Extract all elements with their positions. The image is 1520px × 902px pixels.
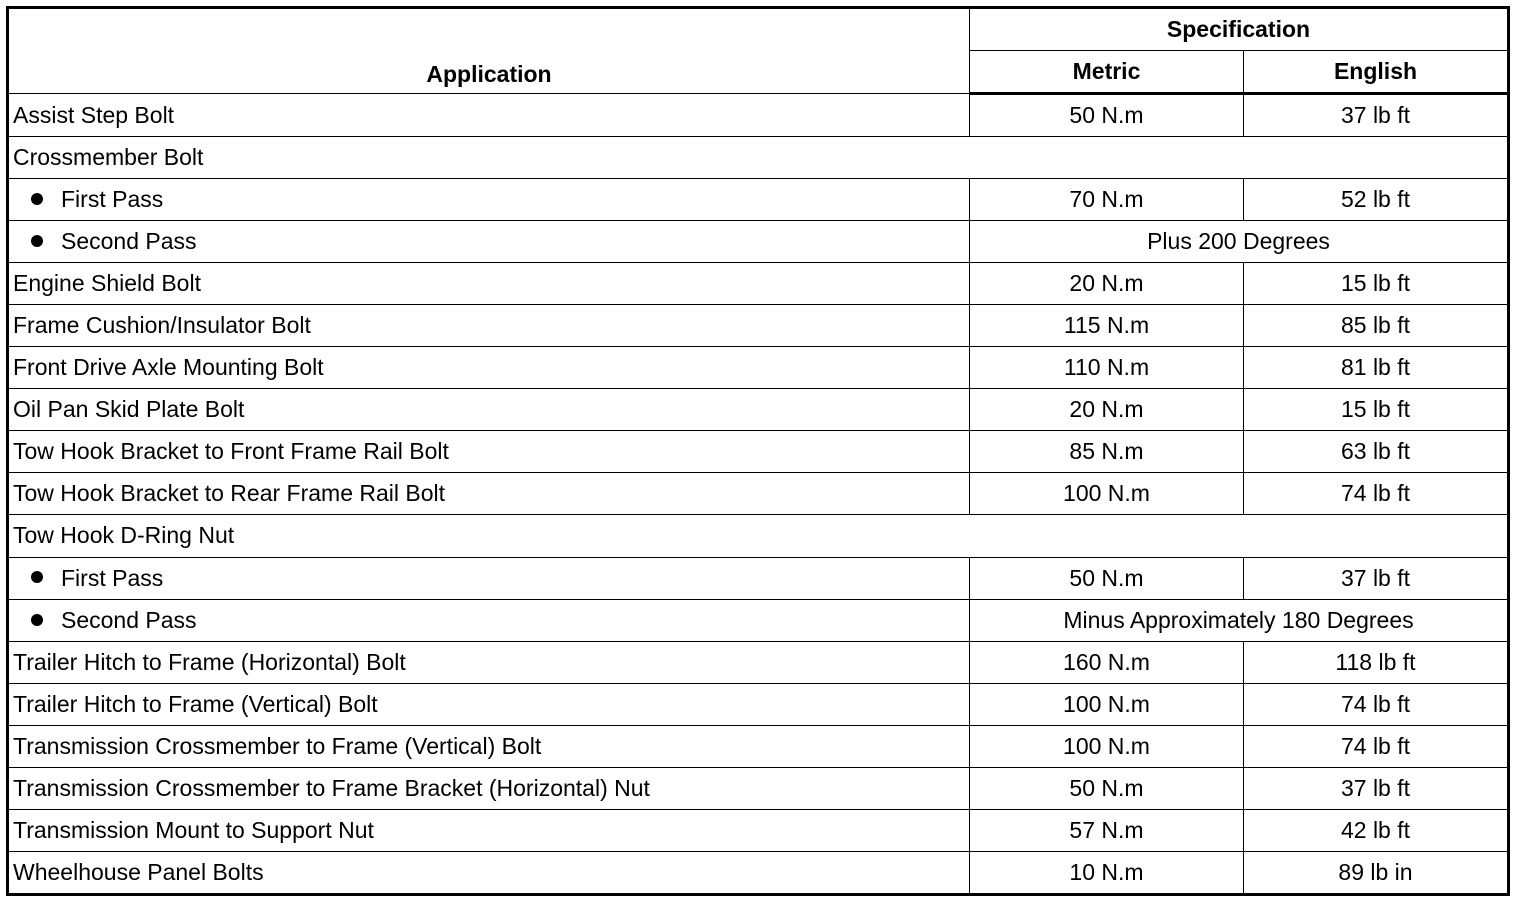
table-row bbox=[8, 725, 1509, 767]
application-cell bbox=[8, 515, 1509, 557]
application-cell bbox=[8, 263, 970, 305]
bullet-icon bbox=[31, 571, 43, 583]
metric-cell: 100 N.m bbox=[970, 683, 1244, 725]
english-cell: 42 lb ft bbox=[1244, 809, 1509, 851]
application-cell bbox=[8, 179, 970, 221]
english-cell: 15 lb ft bbox=[1244, 389, 1509, 431]
table-group-row bbox=[8, 137, 1509, 179]
table-row bbox=[8, 641, 1509, 683]
table-row bbox=[8, 683, 1509, 725]
specification-cell: Plus 200 Degrees bbox=[970, 221, 1509, 263]
table-row bbox=[8, 473, 1509, 515]
english-cell: 15 lb ft bbox=[1244, 263, 1509, 305]
english-cell: 81 lb ft bbox=[1244, 347, 1509, 389]
application-label: Second Pass bbox=[61, 606, 197, 633]
bullet-icon bbox=[31, 235, 43, 247]
table-row bbox=[8, 431, 1509, 473]
application-label: Second Pass bbox=[61, 228, 197, 255]
application-cell bbox=[8, 137, 1509, 179]
specification-column-header: Specification bbox=[970, 8, 1509, 51]
english-cell: 74 lb ft bbox=[1244, 725, 1509, 767]
metric-cell: 57 N.m bbox=[970, 809, 1244, 851]
application-label: First Pass bbox=[61, 564, 164, 591]
application-cell bbox=[8, 641, 970, 683]
table-row bbox=[8, 767, 1509, 809]
table-sub-row bbox=[8, 221, 1509, 263]
english-cell: 85 lb ft bbox=[1244, 305, 1509, 347]
application-cell bbox=[8, 557, 970, 599]
table-body bbox=[8, 94, 1509, 895]
metric-cell: 85 N.m bbox=[970, 431, 1244, 473]
bullet-icon bbox=[31, 614, 43, 626]
specification-cell: Minus Approximately 180 Degrees bbox=[970, 599, 1509, 641]
application-label: Engine Shield Bolt bbox=[13, 270, 201, 297]
application-label: Oil Pan Skid Plate Bolt bbox=[13, 396, 245, 423]
metric-cell: 100 N.m bbox=[970, 473, 1244, 515]
metric-cell: 50 N.m bbox=[970, 557, 1244, 599]
english-cell: 52 lb ft bbox=[1244, 179, 1509, 221]
application-cell bbox=[8, 305, 970, 347]
table-row bbox=[8, 851, 1509, 894]
application-cell bbox=[8, 347, 970, 389]
metric-cell: 110 N.m bbox=[970, 347, 1244, 389]
application-cell bbox=[8, 431, 970, 473]
english-cell: 37 lb ft bbox=[1244, 767, 1509, 809]
english-cell: 74 lb ft bbox=[1244, 473, 1509, 515]
application-cell bbox=[8, 389, 970, 431]
metric-cell: 160 N.m bbox=[970, 641, 1244, 683]
application-label: Assist Step Bolt bbox=[13, 101, 175, 128]
application-label: Wheelhouse Panel Bolts bbox=[13, 858, 264, 885]
metric-cell: 115 N.m bbox=[970, 305, 1244, 347]
metric-cell: 20 N.m bbox=[970, 389, 1244, 431]
english-column-header: English bbox=[1244, 51, 1509, 94]
english-cell: 89 lb in bbox=[1244, 851, 1509, 894]
metric-cell: 50 N.m bbox=[970, 767, 1244, 809]
table-header bbox=[8, 8, 1509, 94]
application-label: Tow Hook Bracket to Front Frame Rail Bolt bbox=[13, 438, 449, 465]
english-cell: 74 lb ft bbox=[1244, 683, 1509, 725]
application-label: Trailer Hitch to Frame (Horizontal) Bolt bbox=[13, 648, 406, 675]
application-cell bbox=[8, 683, 970, 725]
application-label: Transmission Crossmember to Frame Bracket (Horizontal) Nut bbox=[13, 774, 650, 801]
application-cell bbox=[8, 767, 970, 809]
english-cell: 118 lb ft bbox=[1244, 641, 1509, 683]
application-label: Tow Hook D-Ring Nut bbox=[13, 522, 235, 549]
metric-column-header: Metric bbox=[970, 51, 1244, 94]
table-sub-row bbox=[8, 179, 1509, 221]
bullet-icon bbox=[31, 193, 43, 205]
table-row bbox=[8, 389, 1509, 431]
english-cell: 63 lb ft bbox=[1244, 431, 1509, 473]
english-cell: 37 lb ft bbox=[1244, 557, 1509, 599]
english-cell: 37 lb ft bbox=[1244, 94, 1509, 137]
application-cell bbox=[8, 599, 970, 641]
application-label: Front Drive Axle Mounting Bolt bbox=[13, 354, 324, 381]
metric-cell: 20 N.m bbox=[970, 263, 1244, 305]
application-cell bbox=[8, 221, 970, 263]
application-label: Tow Hook Bracket to Rear Frame Rail Bolt bbox=[13, 480, 446, 507]
application-cell bbox=[8, 809, 970, 851]
table-sub-row bbox=[8, 557, 1509, 599]
application-label: Crossmember Bolt bbox=[13, 144, 204, 171]
metric-cell: 50 N.m bbox=[970, 94, 1244, 137]
application-column-header: Application bbox=[8, 8, 970, 94]
application-cell bbox=[8, 725, 970, 767]
metric-cell: 10 N.m bbox=[970, 851, 1244, 894]
fastener-spec-table bbox=[6, 6, 1510, 896]
application-label: Frame Cushion/Insulator Bolt bbox=[13, 312, 311, 339]
table-group-row bbox=[8, 515, 1509, 557]
table-row bbox=[8, 94, 1509, 137]
application-label: Transmission Crossmember to Frame (Vertical) Bolt bbox=[13, 732, 542, 759]
application-label: First Pass bbox=[61, 186, 164, 213]
table-row bbox=[8, 305, 1509, 347]
table-row bbox=[8, 263, 1509, 305]
table-row bbox=[8, 809, 1509, 851]
application-cell bbox=[8, 851, 970, 894]
application-label: Transmission Mount to Support Nut bbox=[13, 816, 374, 843]
application-cell bbox=[8, 94, 970, 137]
metric-cell: 70 N.m bbox=[970, 179, 1244, 221]
application-label: Trailer Hitch to Frame (Vertical) Bolt bbox=[13, 690, 378, 717]
table-row bbox=[8, 347, 1509, 389]
application-cell bbox=[8, 473, 970, 515]
table-sub-row bbox=[8, 599, 1509, 641]
metric-cell: 100 N.m bbox=[970, 725, 1244, 767]
